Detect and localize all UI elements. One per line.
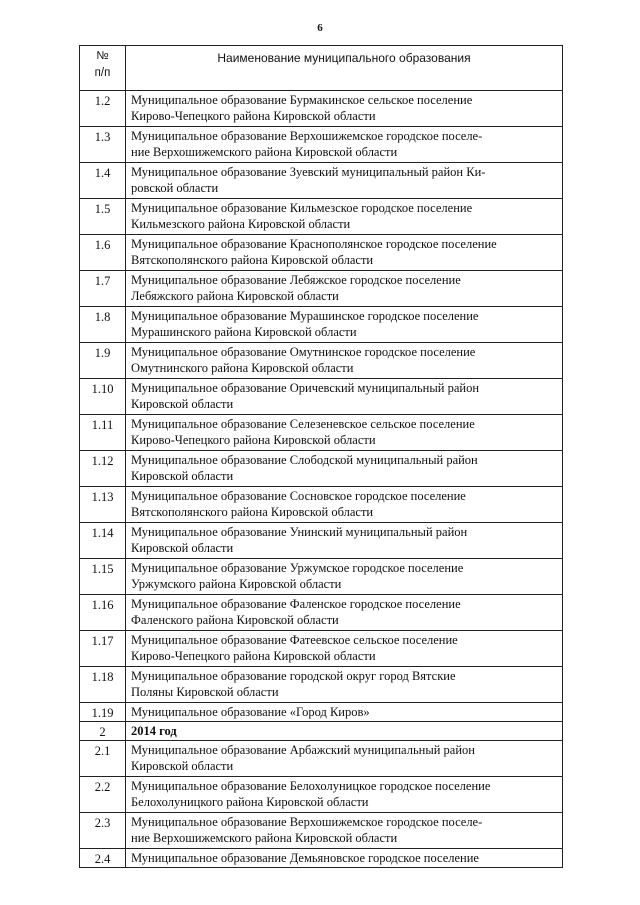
table-row [80, 667, 563, 703]
row-name-line: ние Верхошижемского района Кировской области [131, 831, 398, 845]
row-number: 1.7 [80, 271, 126, 307]
row-number: 1.17 [80, 631, 126, 667]
row-number: 1.16 [80, 595, 126, 631]
row-name [126, 451, 563, 487]
row-name-line: Муниципальное образование Омутнинское городское поселение [131, 345, 476, 359]
header-number-label: № [96, 50, 109, 62]
row-name [126, 741, 563, 777]
table-row [80, 91, 563, 127]
row-name [126, 595, 563, 631]
table-row [80, 307, 563, 343]
row-number: 1.11 [80, 415, 126, 451]
row-name [126, 849, 563, 868]
row-name-line: Муниципальное образование Селезеневское сельское поселение [131, 417, 475, 431]
row-name-line: Уржумского района Кировской области [131, 577, 342, 591]
row-name-line: Муниципальное образование Лебяжское городское поселение [131, 273, 461, 287]
row-name [126, 343, 563, 379]
row-name-line: Муниципальное образование Белохолуницкое городское поселение [131, 779, 491, 793]
table-row [80, 163, 563, 199]
header-name-cell [126, 46, 563, 91]
row-name [126, 415, 563, 451]
row-name-line: Белохолуницкого района Кировской области [131, 795, 369, 809]
row-name-line: Вятскополянского района Кировской области [131, 253, 374, 267]
row-number: 1.2 [80, 91, 126, 127]
row-name [126, 379, 563, 415]
table-body [80, 91, 563, 868]
row-name [126, 91, 563, 127]
row-number: 1.13 [80, 487, 126, 523]
table-row [80, 451, 563, 487]
table-row [80, 559, 563, 595]
row-name-line: ровской области [131, 181, 219, 195]
row-name-line: Муниципальное образование Демьяновское городское поселение [131, 851, 479, 865]
table-row [80, 741, 563, 777]
row-name [126, 487, 563, 523]
row-name-line: Фаленского района Кировской области [131, 613, 339, 627]
table-row [80, 379, 563, 415]
table-row [80, 631, 563, 667]
row-name [126, 235, 563, 271]
row-name-line: Муниципальное образование Сосновское городское поселение [131, 489, 466, 503]
table-row [80, 235, 563, 271]
row-name-line: Муниципальное образование Зуевский муниципальный район Ки- [131, 165, 486, 179]
row-number: 1.6 [80, 235, 126, 271]
row-name [126, 631, 563, 667]
page-number: 6 [317, 22, 323, 34]
row-number: 1.18 [80, 667, 126, 703]
row-name-line: Поляны Кировской области [131, 685, 279, 699]
row-name [126, 199, 563, 235]
row-name-line: Кирово-Чепецкого района Кировской области [131, 109, 376, 123]
table-row [80, 127, 563, 163]
row-name-line: Муниципальное образование городской округ город Вятские [131, 669, 456, 683]
row-name-line: Муниципальное образование Краснополянское городское поселение [131, 237, 497, 251]
row-name-line: Муниципальное образование Верхошижемское городское поселе- [131, 815, 483, 829]
row-name-line: Муниципальное образование Фатеевское сельское поселение [131, 633, 458, 647]
row-name-line: Кировской области [131, 397, 234, 411]
row-number: 1.14 [80, 523, 126, 559]
row-name [126, 163, 563, 199]
table-row [80, 813, 563, 849]
row-number: 1.4 [80, 163, 126, 199]
row-name-line: Муниципальное образование Слободской муниципальный район [131, 453, 478, 467]
row-name [126, 271, 563, 307]
row-name [126, 722, 563, 741]
row-name [126, 127, 563, 163]
row-name-line: Муниципальное образование «Город Киров» [131, 705, 370, 719]
row-name [126, 559, 563, 595]
row-name-line: Омутнинского района Кировской области [131, 361, 354, 375]
row-name-line: Муниципальное образование Мурашинское городское поселение [131, 309, 479, 323]
table-row [80, 703, 563, 722]
table-row [80, 523, 563, 559]
row-name-line: Кировской области [131, 541, 234, 555]
row-number: 2.4 [80, 849, 126, 868]
row-name-line: Кировской области [131, 469, 234, 483]
row-name-line: Муниципальное образование Арбажский муниципальный район [131, 743, 475, 757]
table-row [80, 415, 563, 451]
row-name-line: Муниципальное образование Кильмезское городское поселение [131, 201, 473, 215]
header-name-label: Наименование муниципального образования [217, 51, 471, 65]
row-name-line: Кировской области [131, 759, 234, 773]
row-name [126, 777, 563, 813]
row-name-line: Муниципальное образование Фаленское городское поселение [131, 597, 461, 611]
row-number: 1.19 [80, 703, 126, 722]
table-row [80, 595, 563, 631]
table-row [80, 777, 563, 813]
header-number-sublabel: п/п [94, 67, 111, 79]
row-name-line: Муниципальное образование Верхошижемское городское поселе- [131, 129, 483, 143]
row-number: 1.10 [80, 379, 126, 415]
table-header-row [80, 46, 563, 91]
row-name-line: Кильмезского района Кировской области [131, 217, 351, 231]
row-number: 2 [80, 722, 126, 741]
row-name-line: Кирово-Чепецкого района Кировской области [131, 433, 376, 447]
row-number: 1.9 [80, 343, 126, 379]
header-number-cell [80, 46, 126, 91]
municipalities-table [79, 45, 563, 868]
row-number: 1.5 [80, 199, 126, 235]
table-row [80, 487, 563, 523]
row-name-line: Муниципальное образование Бурмакинское сельское поселение [131, 93, 473, 107]
table-row [80, 271, 563, 307]
table-row [80, 849, 563, 868]
row-name-line: Лебяжского района Кировской области [131, 289, 339, 303]
row-name-line: Муниципальное образование Унинский муниципальный район [131, 525, 468, 539]
row-name-line: Кирово-Чепецкого района Кировской области [131, 649, 376, 663]
row-number: 2.1 [80, 741, 126, 777]
row-name [126, 703, 563, 722]
row-name-line: 2014 год [131, 724, 177, 738]
row-number: 1.8 [80, 307, 126, 343]
table-row [80, 343, 563, 379]
row-name [126, 307, 563, 343]
row-name [126, 813, 563, 849]
row-number: 2.2 [80, 777, 126, 813]
table-row [80, 199, 563, 235]
row-name [126, 523, 563, 559]
row-name [126, 667, 563, 703]
row-number: 1.12 [80, 451, 126, 487]
row-name-line: Вятскополянского района Кировской области [131, 505, 374, 519]
row-name-line: Муниципальное образование Уржумское городское поселение [131, 561, 464, 575]
row-number: 2.3 [80, 813, 126, 849]
row-number: 1.15 [80, 559, 126, 595]
row-number: 1.3 [80, 127, 126, 163]
row-name-line: Муниципальное образование Оричевский муниципальный район [131, 381, 480, 395]
table-row [80, 722, 563, 741]
row-name-line: ние Верхошижемского района Кировской области [131, 145, 398, 159]
row-name-line: Мурашинского района Кировской области [131, 325, 357, 339]
